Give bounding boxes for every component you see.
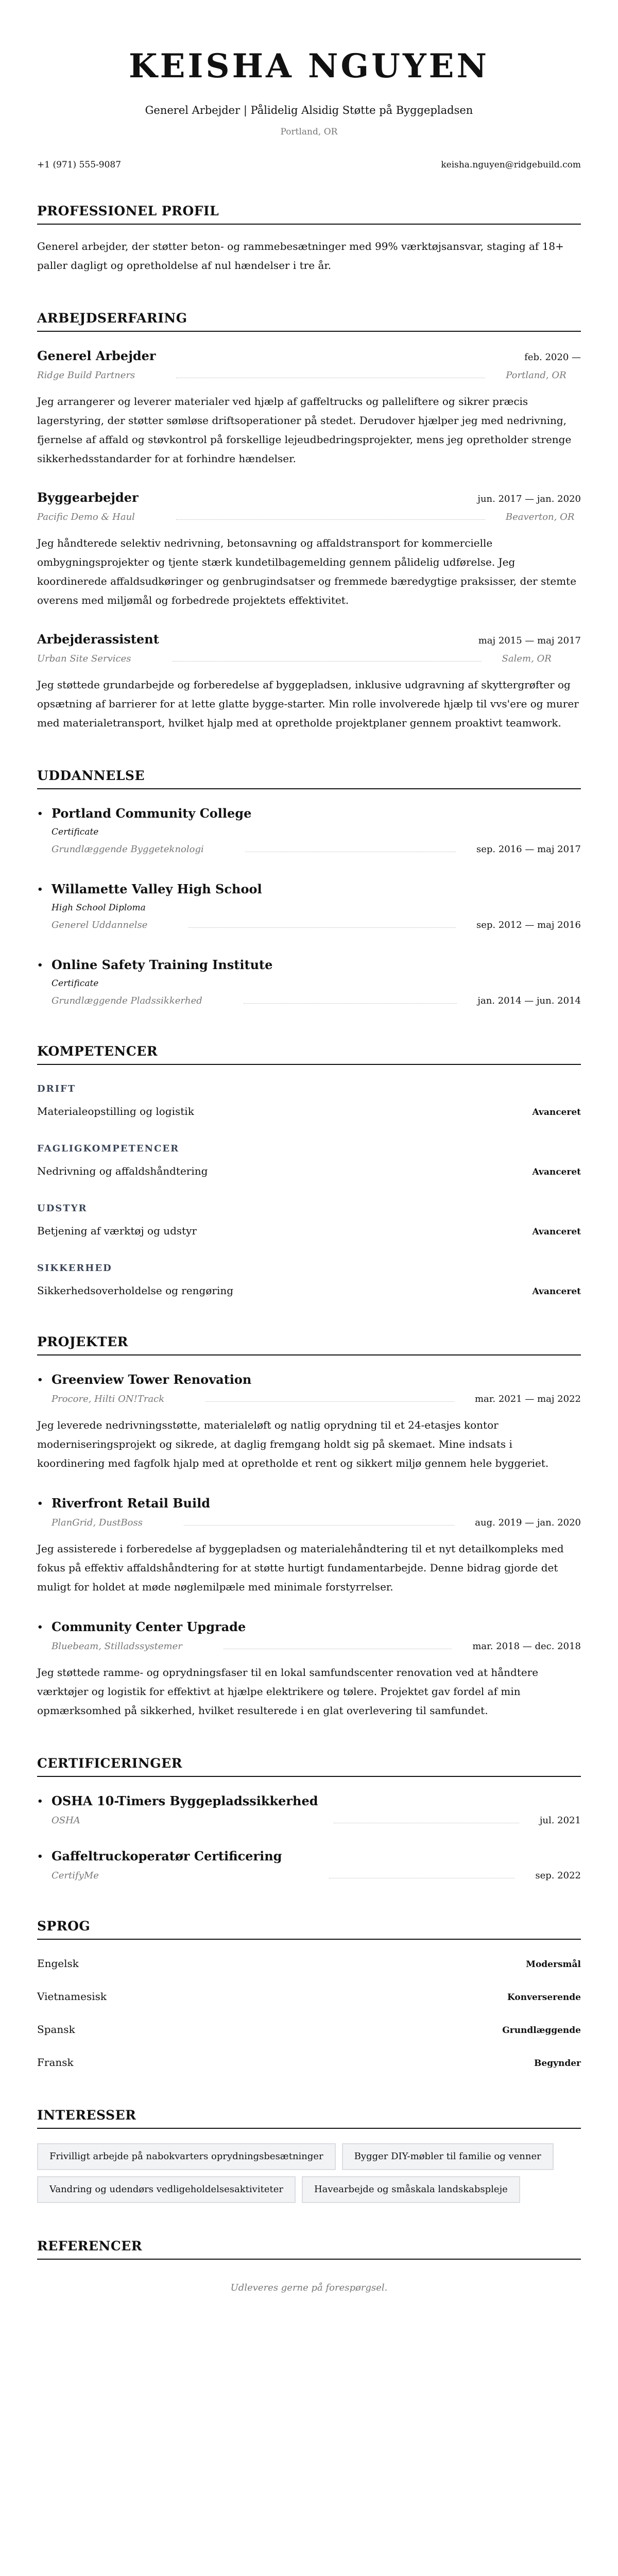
- bullet-icon: •: [37, 884, 43, 895]
- section-heading: REFERENCER: [37, 2238, 581, 2260]
- language-name: Fransk: [37, 2056, 74, 2069]
- project-dates: mar. 2021 — maj 2022: [474, 1394, 581, 1404]
- bullet-icon: •: [37, 1374, 43, 1385]
- certification-header: [37, 1848, 581, 1865]
- phone[interactable]: +1 (971) 555-9087: [37, 160, 122, 170]
- project-meta: [37, 1392, 581, 1406]
- education-meta: [37, 994, 581, 1008]
- school-name: Online Safety Training Institute: [52, 957, 273, 972]
- project-dates: aug. 2019 — jan. 2020: [475, 1517, 581, 1528]
- certification-name: OSHA 10-Timers Byggepladssikkerhed: [52, 1793, 318, 1808]
- interest-tags: [37, 2143, 581, 2203]
- certification-header: [37, 1792, 581, 1810]
- email-link[interactable]: keisha.nguyen@ridgebuild.com: [441, 160, 581, 170]
- job-entry: [37, 489, 581, 610]
- degree: Certificate: [52, 978, 99, 989]
- language-row: [37, 2053, 581, 2072]
- job-title: Arbejderassistent: [37, 632, 159, 647]
- dotted-leader: [176, 519, 485, 520]
- project-entry: [37, 1371, 581, 1473]
- bullet-icon: •: [37, 959, 43, 971]
- certification-date: jul. 2021: [539, 1815, 581, 1826]
- job-dates: jun. 2017 — jan. 2020: [477, 494, 581, 504]
- language-row: [37, 2020, 581, 2039]
- job-meta: [37, 510, 581, 524]
- skill-name: Materialeopstilling og logistik: [37, 1105, 194, 1117]
- job-description: Jeg arrangerer og leverer materialer ved hjælp af gaffeltrucks og palleliftere og sikrer præcis lagerstyring, der støtter sømløse driftsoperationer på stedet. Derudover hjælper jeg med nedrivning, fjernelse af affald og støvkontrol på forskellige lejeudbedringsprojekter, mens jeg opretholder strenge sikkerhedsstandarder for at forhindre hændelser.: [37, 395, 572, 465]
- certification-meta: [37, 1869, 581, 1883]
- dotted-leader: [188, 927, 456, 928]
- certification-list: [37, 1792, 581, 1883]
- language-name: Spansk: [37, 2023, 75, 2036]
- project-header: [37, 1371, 581, 1388]
- projects-section: [37, 1334, 581, 1720]
- project-list: [37, 1371, 581, 1720]
- school-name: Willamette Valley High School: [52, 882, 262, 896]
- project-meta: [37, 1516, 581, 1530]
- job-entry: [37, 347, 581, 468]
- job-description: Jeg håndterede selektiv nedrivning, betonsavning og affaldstransport for kommercielle ombygningsprojekter og tjente stærk kundetilbagemelding gennem pålidelig udførelse. Jeg koordinerede affaldsudkøringer og genbrugindsatser og fremmede bæredygtige praksisser, der stemte overens med miljømål og forbedrede projektets effektivitet.: [37, 537, 577, 606]
- company-name: Pacific Demo & Haul: [37, 512, 135, 522]
- section-heading: KOMPETENCER: [37, 1043, 581, 1065]
- skill-name: Sikkerhedsoverholdelse og rengøring: [37, 1284, 234, 1297]
- job-location: Salem, OR: [502, 653, 552, 664]
- job-header: [37, 631, 581, 648]
- company-name: Urban Site Services: [37, 653, 131, 664]
- candidate-name: KEISHA NGUYEN: [129, 47, 489, 86]
- certification-entry: [37, 1792, 581, 1828]
- project-tools: Bluebeam, Stilladssystemer: [52, 1641, 182, 1652]
- job-meta: [37, 368, 581, 383]
- job-location: Beaverton, OR: [505, 512, 575, 522]
- project-description: Jeg støttede ramme- og oprydningsfaser til en lokal samfundscenter renovation ved at håndtere værktøjer og logistik for effektivt at hjælpe elektrikere og tølere. Projektet gav fordel af min opmærksomhed på sikkerhed, hvilket resulterede i en glat overlevering til samfundet.: [37, 1666, 539, 1717]
- job-dates: feb. 2020 —: [524, 352, 581, 363]
- section-heading: ARBEJDSERFARING: [37, 310, 581, 332]
- references-note: Udleveres gerne på forespørgsel.: [230, 2282, 388, 2293]
- field-of-study: Grundlæggende Pladssikkerhed: [52, 995, 202, 1006]
- resume-header: [37, 46, 581, 172]
- project-header: [37, 1495, 581, 1512]
- education-section: [37, 768, 581, 1008]
- skill-row: [37, 1164, 581, 1179]
- certification-meta: [37, 1814, 581, 1828]
- degree: Certificate: [52, 827, 99, 837]
- skill-level: Avanceret: [532, 1227, 581, 1237]
- job-header: [37, 347, 581, 365]
- section-heading: SPROG: [37, 1918, 581, 1940]
- education-meta: [37, 918, 581, 933]
- interest-tag: Bygger DIY-møbler til familie og venner: [342, 2143, 554, 2170]
- language-name: Engelsk: [37, 1957, 79, 1970]
- dotted-leader: [205, 1401, 454, 1402]
- company-name: Ridge Build Partners: [37, 370, 135, 381]
- education-entry: [37, 805, 581, 857]
- language-name: Vietnamesisk: [37, 1990, 107, 2003]
- education-header: [37, 956, 581, 974]
- education-entry: [37, 956, 581, 1008]
- job-meta: [37, 652, 581, 666]
- project-entry: [37, 1618, 581, 1720]
- project-name: Community Center Upgrade: [52, 1619, 246, 1634]
- job-description: Jeg støttede grundarbejde og forberedelse af byggepladsen, inklusive udgravning af skyttergrøfter og opsætning af barrierer for at lette glatte bygge-starter. Min rolle involverede hjælp til vvs'ere og murer med materialetransport, hvilket hjalp med at opretholde projektplaner gennem proaktivt teamwork.: [37, 679, 579, 729]
- project-tools: PlanGrid, DustBoss: [52, 1517, 143, 1528]
- skill-level: Avanceret: [532, 1107, 581, 1117]
- skill-level: Avanceret: [532, 1167, 581, 1177]
- certification-entry: [37, 1848, 581, 1883]
- degree: High School Diploma: [52, 903, 146, 913]
- dotted-leader: [244, 1003, 457, 1004]
- bullet-icon: •: [37, 1498, 43, 1509]
- dotted-leader: [184, 1525, 454, 1526]
- interest-tag: Frivilligt arbejde på nabokvarters oprydningsbesætninger: [37, 2143, 336, 2170]
- job-dates: maj 2015 — maj 2017: [478, 635, 581, 646]
- project-description: Jeg assisterede i forberedelse af byggepladsen og materialehåndtering til et nyt detailkompleks med fokus på effektiv affaldshåndtering for at støtte hurtigt fundamentarbejde. Denne bidrag gjorde det muligt for holdet at møde nøglemilpæle med minimale forstyrrelser.: [37, 1543, 564, 1593]
- section-heading: INTERESSER: [37, 2107, 581, 2129]
- job-list: [37, 347, 581, 733]
- job-title: Byggearbejder: [37, 490, 139, 505]
- education-dates: sep. 2016 — maj 2017: [476, 844, 581, 855]
- language-level: Grundlæggende: [502, 2025, 581, 2036]
- section-heading: PROJEKTER: [37, 1334, 581, 1355]
- interest-tag: Vandring og udendørs vedligeholdelsesaktiviteter: [37, 2176, 296, 2203]
- project-name: Greenview Tower Renovation: [52, 1372, 252, 1387]
- project-tools: Procore, Hilti ON!Track: [52, 1394, 165, 1404]
- field-of-study: Generel Uddannelse: [52, 920, 148, 930]
- language-level: Konverserende: [507, 1992, 581, 2003]
- job-header: [37, 489, 581, 506]
- language-level: Begynder: [534, 2058, 581, 2069]
- language-level: Modersmål: [526, 1959, 581, 1970]
- project-name: Riverfront Retail Build: [52, 1496, 210, 1511]
- certification-date: sep. 2022: [535, 1870, 581, 1881]
- references-section: [37, 2238, 581, 2293]
- project-description: Jeg leverede nedrivningsstøtte, materialeløft og natlig oprydning til et 24-etasjes kontor moderniseringsprojekt og sikrede, at daglig fremgang holdt sig på skemaet. Mine indsats i koordinering med fagfolk hjalp med at opretholde et rent og sikkert miljø gennem hele byggeriet.: [37, 1419, 549, 1469]
- language-row: [37, 1987, 581, 2006]
- language-list: [37, 1954, 581, 2072]
- project-header: [37, 1618, 581, 1636]
- skill-level: Avanceret: [532, 1286, 581, 1297]
- experience-section: [37, 310, 581, 733]
- headline: Generel Arbejder | Pålidelig Alsidig Støtte på Byggepladsen: [145, 104, 473, 116]
- skill-row: [37, 1104, 581, 1120]
- skill-list: [37, 1082, 581, 1299]
- job-location: Portland, OR: [506, 370, 566, 381]
- skill-row: [37, 1283, 581, 1299]
- job-entry: [37, 631, 581, 733]
- skill-name: Nedrivning og affaldshåndtering: [37, 1165, 208, 1177]
- dotted-leader: [173, 661, 482, 662]
- field-of-study: Grundlæggende Byggeteknologi: [52, 844, 204, 855]
- skill-category: FAGLIGKOMPETENCER: [37, 1143, 180, 1154]
- section-heading: CERTIFICERINGER: [37, 1755, 581, 1777]
- education-header: [37, 880, 581, 898]
- skill-row: [37, 1224, 581, 1239]
- education-dates: sep. 2012 — maj 2016: [476, 920, 581, 930]
- education-meta: [37, 842, 581, 857]
- profile-summary: Generel arbejder, der støtter beton- og rammebesætninger med 99% værktøjsansvar, staging af 18+ paller dagligt og opretholdelse af nul hændelser i tre år.: [37, 240, 564, 272]
- bullet-icon: •: [37, 1851, 43, 1862]
- languages-section: [37, 1918, 581, 2072]
- skill-name: Betjening af værktøj og udstyr: [37, 1225, 197, 1237]
- bullet-icon: •: [37, 1621, 43, 1633]
- education-list: [37, 805, 581, 1008]
- certification-issuer: OSHA: [52, 1815, 80, 1826]
- bullet-icon: •: [37, 808, 43, 819]
- skill-group: [37, 1202, 581, 1239]
- contact-row: [37, 158, 581, 172]
- skill-category: SIKKERHED: [37, 1263, 112, 1274]
- certification-issuer: CertifyMe: [52, 1870, 99, 1881]
- skill-category: DRIFT: [37, 1083, 76, 1094]
- project-entry: [37, 1495, 581, 1597]
- certification-name: Gaffeltruckoperatør Certificering: [52, 1849, 282, 1863]
- section-heading: PROFESSIONEL PROFIL: [37, 203, 581, 225]
- project-meta: [37, 1639, 581, 1654]
- section-heading: UDDANNELSE: [37, 768, 581, 789]
- certifications-section: [37, 1755, 581, 1883]
- education-header: [37, 805, 581, 822]
- skills-section: [37, 1043, 581, 1299]
- education-dates: jan. 2014 — jun. 2014: [477, 995, 581, 1006]
- skill-group: [37, 1142, 581, 1179]
- interests-section: [37, 2107, 581, 2203]
- language-row: [37, 1954, 581, 1973]
- skill-group: [37, 1262, 581, 1299]
- project-dates: mar. 2018 — dec. 2018: [472, 1641, 581, 1652]
- location: Portland, OR: [280, 127, 338, 137]
- education-entry: [37, 880, 581, 933]
- skill-group: [37, 1082, 581, 1120]
- job-title: Generel Arbejder: [37, 348, 156, 363]
- school-name: Portland Community College: [52, 806, 252, 821]
- bullet-icon: •: [37, 1795, 43, 1807]
- profile-section: [37, 203, 581, 275]
- skill-category: UDSTYR: [37, 1203, 88, 1214]
- interest-tag: Havearbejde og småskala landskabspleje: [302, 2176, 520, 2203]
